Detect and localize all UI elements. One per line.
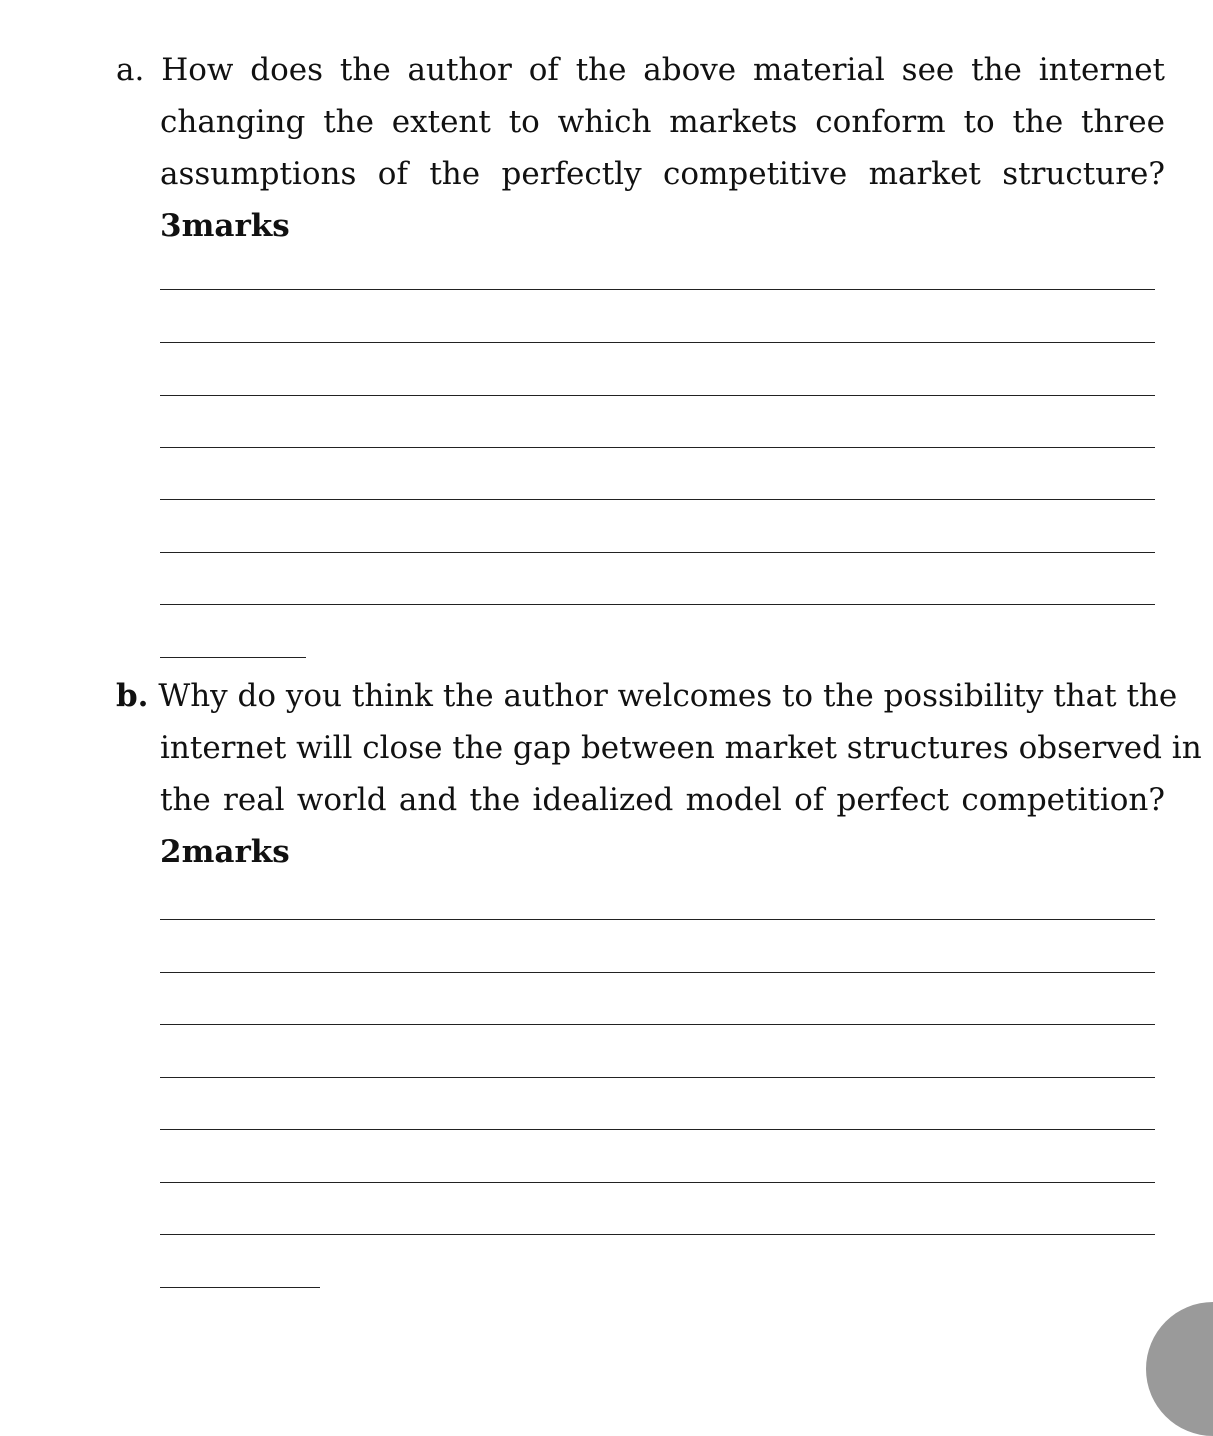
answer-line[interactable] bbox=[160, 342, 1155, 343]
answer-line[interactable] bbox=[160, 1024, 1155, 1025]
answer-line[interactable] bbox=[160, 552, 1155, 553]
question-a bbox=[0, 44, 1213, 252]
answer-line[interactable] bbox=[160, 604, 1155, 605]
answer-line[interactable] bbox=[160, 1234, 1155, 1235]
scroll-control-button[interactable] bbox=[1146, 1302, 1213, 1436]
answer-line[interactable] bbox=[160, 1182, 1155, 1183]
answer-line[interactable] bbox=[160, 1287, 320, 1288]
answer-line[interactable] bbox=[160, 972, 1155, 973]
question-a-text-1: How does the author of the above material see the internet bbox=[161, 52, 1165, 88]
question-b-marks: 2marks bbox=[160, 834, 290, 870]
answer-line[interactable] bbox=[160, 289, 1155, 290]
answer-line[interactable] bbox=[160, 919, 1155, 920]
answer-line[interactable] bbox=[160, 395, 1155, 396]
question-b-line-2: internet will close the gap between market structures observed in bbox=[160, 730, 1202, 766]
question-a-letter: a. bbox=[116, 52, 145, 88]
question-b bbox=[0, 670, 1213, 878]
answer-line[interactable] bbox=[160, 499, 1155, 500]
question-b-line-3: the real world and the idealized model of perfect competition? bbox=[160, 782, 1165, 818]
question-a-line-1 bbox=[0, 44, 1213, 96]
answer-line[interactable] bbox=[160, 1129, 1155, 1130]
question-b-text-1: Why do you think the author welcomes to the possibility that the bbox=[158, 678, 1178, 714]
question-b-letter: b. bbox=[116, 678, 149, 714]
question-a-line-2: changing the extent to which markets conform to the three bbox=[160, 104, 1165, 140]
answer-line[interactable] bbox=[160, 447, 1155, 448]
question-a-line-3: assumptions of the perfectly competitive market structure? bbox=[160, 156, 1165, 192]
answer-line[interactable] bbox=[160, 1077, 1155, 1078]
question-b-line-1 bbox=[0, 670, 1213, 722]
question-a-marks: 3marks bbox=[160, 208, 290, 244]
answer-line[interactable] bbox=[160, 657, 306, 658]
